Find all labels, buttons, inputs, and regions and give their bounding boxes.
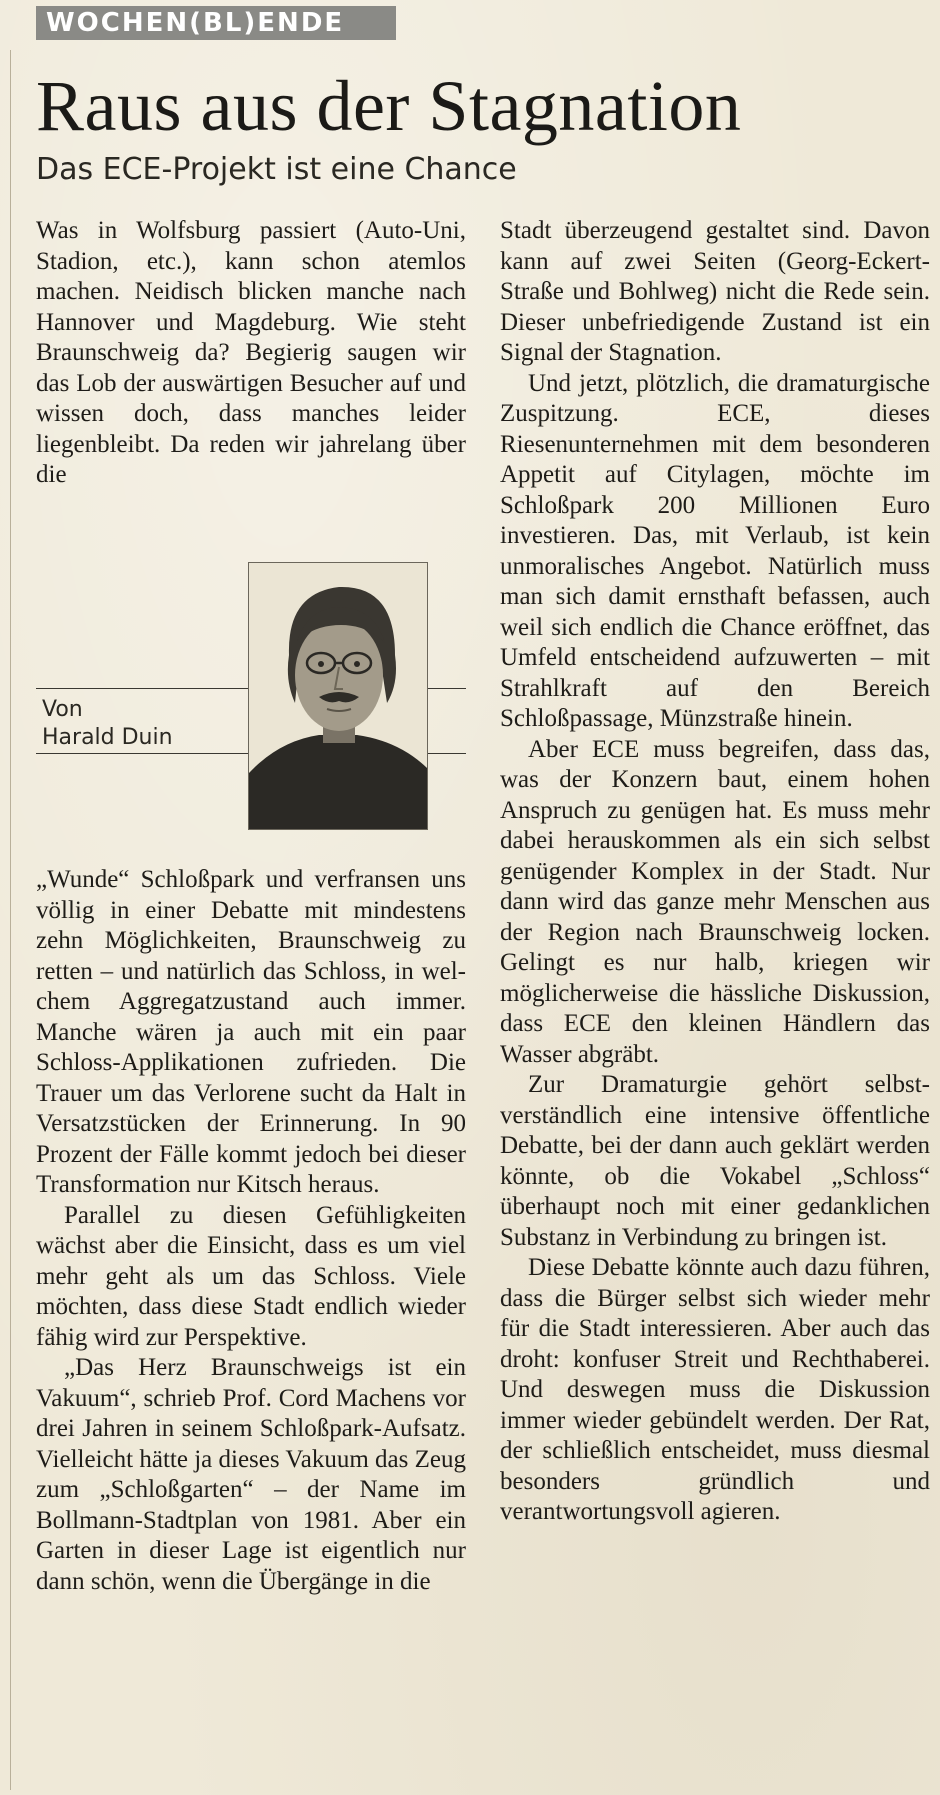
paragraph: Stadt überzeugend gestaltet sind. Davon kann auf zwei Seiten (Georg-Eckert-Straße und Bohlweg) nicht die Rede sein. Dieser unbefriedigende Zustand ist ein Signal der Stagnation. xyxy=(500,217,930,366)
author-portrait-icon xyxy=(248,562,428,830)
paragraph: Diese Debatte könnte auch dazu führen, dass die Bürger selbst sich wieder mehr für die Stadt interessieren. Aber auch das droht: konfuser Streit und Rechthaberei. Und deswegen muss die Diskussion immer wieder gebündelt werden. Der Rat, der schließlich entscheidet, muss diesmal besonders gründlich und verantwortungsvoll agieren. xyxy=(500,1254,930,1525)
paragraph: Was in Wolfsburg passiert (Auto-Uni, Stadion, etc.), kann schon atemlos machen. Neidisch blicken manche nach Hannover und Magdeburg. Wie steht Braunschweig da? Begierig saugen wir das Lob der auswärtigen Besucher auf und wissen doch, dass manches leider liegenbleibt. Da reden wir jahrelang über die xyxy=(36,217,466,488)
right-column xyxy=(500,216,930,1528)
paragraph: Und jetzt, plötzlich, die dramaturgische Zuspitzung. ECE, dieses Riesenunternehmen mit dem besonderen Appetit auf Citylagen, möchte im Schloßpark 200 Millionen Euro investieren. Das, mit Verlaub, ist kein unmoralisches Angebot. Natürlich muss man sich damit ernsthaft befassen, auch weil sich endlich die Chance eröffnet, das Umfeld entscheidend aufzuwerten – mit Strahlkraft auf den Bereich Schloßpassage, Münzstraße hinein. xyxy=(500,369,930,732)
paragraph: „Das Herz Braunschweigs ist ein Vakuum“, schrieb Prof. Cord Machens vor drei Jahren in seinem Schloßpark-Aufsatz. Vielleicht hätte ja dieses Vakuum das Zeug zum „Schloßgarten“ – der Name im Bollmann-Stadtplan von 1981. Aber ein Garten in dieser Lage ist eigentlich nur dann schön, wenn die Übergänge in die xyxy=(36,1354,466,1595)
paragraph: Zur Dramaturgie gehört selbstverständlich eine intensive öffentliche Debatte, bei der dann auch geklärt werden könnte, ob die Vokabel „Schloss“ überhaupt noch mit einer gedanklichen Substanz in Verbindung zu bringen ist. xyxy=(500,1071,930,1251)
byline-prefix: Von xyxy=(42,697,83,722)
paragraph: Aber ECE muss begreifen, dass das, was der Konzern baut, einem hohen Anspruch zu genügen hat. Es muss mehr dabei herauskommen als ein sich selbst genügender Komplex in der Stadt. Nur dann wird das ganze mehr Menschen aus der Region nach Braunschweig locken. Gelingt es nur halb, kriegen wir möglicherweise die hässliche Diskussion, dass ECE den kleinen Händlern das Wasser abgräbt. xyxy=(500,735,930,1068)
page-edge-line xyxy=(10,50,11,1790)
byline-author: Harald Duin xyxy=(42,725,173,750)
subheadline: Das ECE-Projekt ist eine Chance xyxy=(36,152,517,187)
paragraph: Parallel zu diesen Gefühligkeiten wächst aber die Einsicht, dass es um viel mehr geht als um das Schloss. Viele möchten, dass diese Stadt endlich wieder fähig wird zur Perspektive. xyxy=(36,1201,466,1351)
section-kicker: WOCHEN(BL)ENDE xyxy=(36,6,396,40)
left-column-bottom xyxy=(36,865,466,1597)
headline: Raus aus der Stagnation xyxy=(36,66,742,146)
author-block xyxy=(36,554,466,829)
paragraph: „Wunde“ Schloßpark und verfransen uns völlig in einer Debatte mit mindestens zehn Möglichkeiten, Braunschweig zu retten – und natürlich das Schloss, in welchem Aggregatzustand auch immer. Manche wären ja auch mit ein paar Schloss-Applikationen zufrieden. Die Trauer um das Verlorene sucht da Halt in Versatzstücken der Erinnerung. In 90 Prozent der Fälle kommt jedoch bei dieser Transformation nur Kitsch heraus. xyxy=(36,866,466,1198)
left-column-top xyxy=(36,216,466,491)
